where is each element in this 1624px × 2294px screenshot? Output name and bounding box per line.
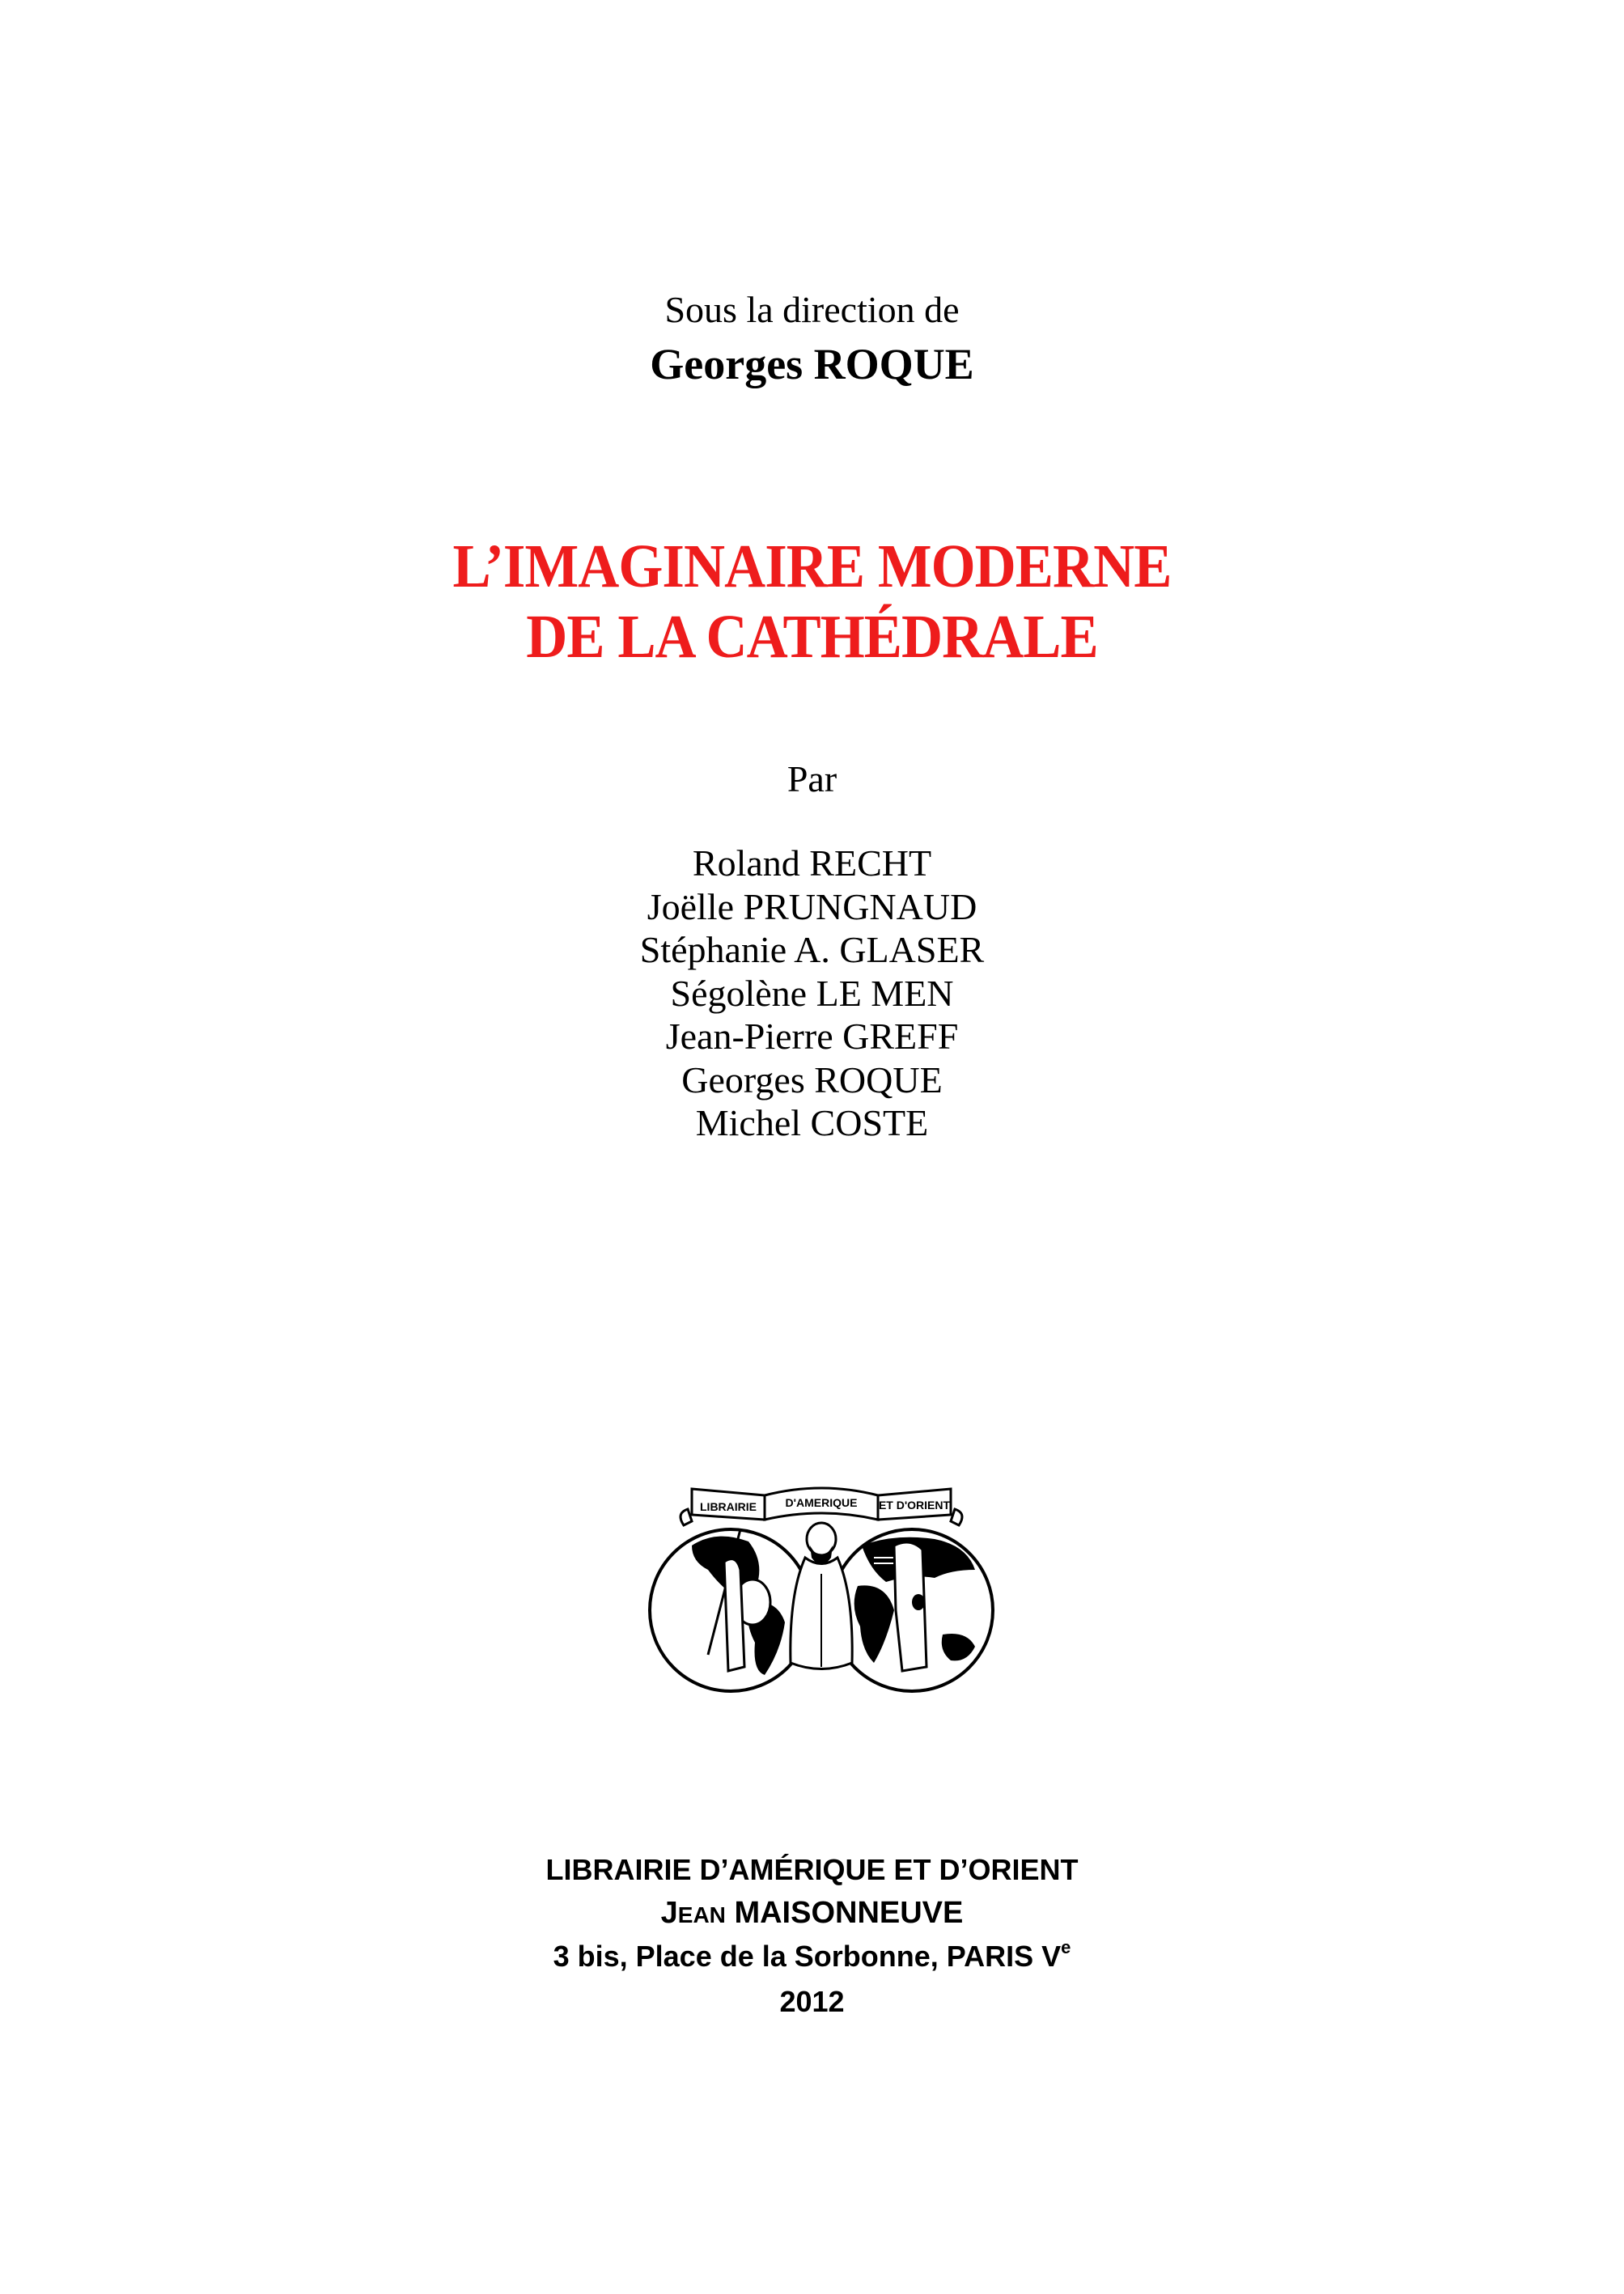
address-superscript: e: [1061, 1937, 1071, 1957]
imprint-first-name: EAN: [677, 1902, 726, 1927]
author-name: Stéphanie A. GLASER: [639, 929, 985, 970]
publisher-logo: [643, 1481, 999, 1699]
publication-year: 2012: [779, 1985, 845, 2018]
banner-text: ET D'ORIENT: [878, 1499, 951, 1512]
globe-logo-icon: [643, 1481, 999, 1699]
book-title-line-2: DE LA CATHÉDRALE: [526, 603, 1098, 671]
book-title-line-1: L’IMAGINAIRE MODERNE: [452, 532, 1172, 600]
imprint-initial: J: [660, 1896, 678, 1930]
publisher-imprint: [0, 1892, 1624, 1936]
author-list: [0, 842, 1624, 1145]
author-name: Georges ROQUE: [681, 1058, 943, 1100]
author-name: Jean-Pierre GREFF: [665, 1016, 959, 1057]
author-name: Michel COSTE: [695, 1102, 929, 1143]
banner-text: D'AMERIQUE: [785, 1496, 858, 1509]
author-name: Roland RECHT: [692, 842, 932, 884]
banner-text: LIBRAIRIE: [700, 1500, 757, 1513]
editor-name: Georges ROQUE: [650, 340, 974, 388]
direction-label: Sous la direction de: [664, 289, 960, 330]
author-name: Ségolène LE MEN: [670, 972, 954, 1014]
imprint-last-name: MAISONNEUVE: [734, 1896, 964, 1930]
publisher-name: LIBRAIRIE D’AMÉRIQUE ET D’ORIENT: [545, 1853, 1079, 1886]
publisher-address: [0, 1936, 1624, 1978]
address-text: 3 bis, Place de la Sorbonne, PARIS V: [553, 1940, 1062, 1973]
author-name: Joëlle PRUNGNAUD: [647, 885, 977, 927]
contributors-label: Par: [787, 758, 837, 799]
